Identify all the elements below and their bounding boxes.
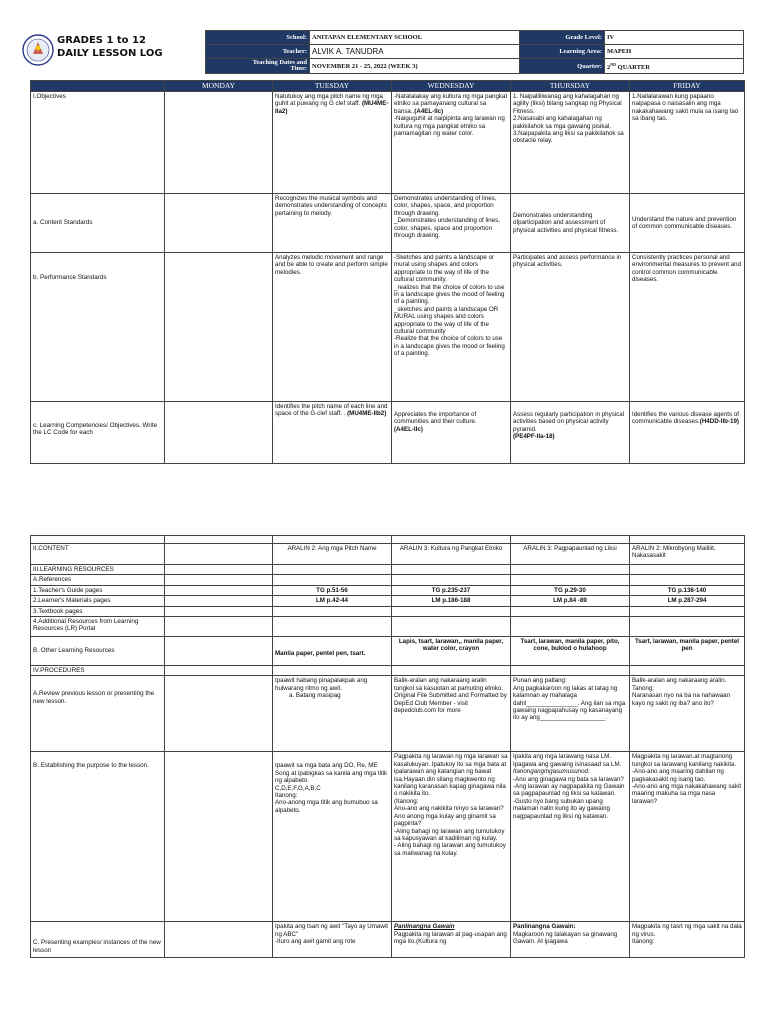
- teacher-label: Teacher:: [206, 45, 310, 59]
- objectives-wednesday-text-2: -Naiguguhit at naipipinta ang larawan ng kultura ng mga pangkat etniko sa pamamagitan ng water color.: [394, 115, 505, 138]
- purpose-monday: [165, 752, 273, 922]
- performance-standards-monday: [165, 253, 273, 402]
- teachers-guide-row: [31, 585, 745, 595]
- purpose-thursday-text-2: Itanongangmgasumusunod:: [513, 768, 590, 776]
- learners-materials-monday: [165, 596, 273, 606]
- content-label: II.CONTENT: [31, 544, 165, 565]
- title-line-1: GRADES 1 to 12: [57, 35, 146, 46]
- presenting-wednesday: [392, 922, 511, 958]
- content-standards-label: a. Content Standards: [31, 194, 165, 253]
- other-resources-label: B. Other Learning Resources: [31, 637, 165, 666]
- lesson-table-page-2: [30, 535, 745, 958]
- objectives-tuesday: [273, 92, 392, 194]
- day-header-row: [31, 81, 745, 92]
- content-standards-row: [31, 194, 745, 253]
- objectives-thursday: 1. Naipalliliwanag ang kahalagahan ng agility (liksi) bilang sangkap ng Physical Fitness. 2.Nasasabi ang kahalagahan ng pakikilahok sa mga gawaing pisikal. 3.Naipapakita ang liksi sa pakikilahok sa obstacle relay.: [511, 92, 630, 194]
- purpose-tuesday: Ipaawit sa mga bata ang DO, Re, ME Song at ipabigkas sa kanila ang mga titik ng alpabeto. C,D,E,F,G,A,B,C Itanong: Ano-anong mga titik ang bumubuo sa alpabeto.: [273, 752, 392, 922]
- header-info-table: [205, 30, 744, 74]
- day-tuesday: TUESDAY: [273, 81, 392, 92]
- presenting-friday: Magpakita ng tasrt ng mga sakit na dala ng virus. Itanong:: [630, 922, 745, 958]
- review-thursday: Punan ang patlang: Ang pagkakaroon ng lakas at tatag ng kalamnan ay mahalaga dahil_______________. Ang ilan sa mga gawaing nagpapahusay ng kasanayang ito ay ang___________________.: [511, 676, 630, 752]
- performance-standards-friday: Consistently practices personal and environmental measures to prevent and control common communicable diseases.: [630, 253, 745, 402]
- review-monday: [165, 676, 273, 752]
- review-tuesday: [273, 676, 392, 752]
- school-value: ANITAPAN ELEMENTARY SCHOOL: [310, 31, 520, 45]
- procedures-row: [31, 666, 745, 676]
- procedures-label: IV.PROCEDURES: [31, 666, 165, 676]
- learners-materials-tuesday: LM p.42-44: [273, 596, 392, 606]
- quarter-label: Quarter:: [520, 59, 605, 74]
- other-resources-thursday: Tsart, larawan, manila paper, pito, cone, buklod o hulahoop: [511, 637, 630, 666]
- objectives-row: [31, 92, 745, 194]
- competencies-monday: [165, 402, 273, 464]
- competencies-friday: [630, 402, 745, 464]
- purpose-wednesday: Pagpakita ng larawan ng mga larawan sa kasalukuyan. Ipatukoy ito sa mga bata at ipalarawan ang katangian ng bawat isa.Hayaan din silang magkwento ng kanilang karanasan kapag ginagawa nila o nakikita ito. (Itanong: Anu-ano ang nakikita ninyo sa larawan? Ano anong mga kulay ang ginamit sa pagpinta? -Aling bahagi ng larawan ang tumutukoy sa kapusyawan at kadiliman ng kulay. - Aling bahagi ng larawan ang tumutukoy sa maliwanag na kulay.: [392, 752, 511, 922]
- learners-materials-label: 2.Learner's Materials pages: [31, 596, 165, 606]
- content-friday: ARALIN 2: Mikrobyong Maliliit, Nakasasakit: [630, 544, 745, 565]
- textbook-row: [31, 606, 745, 616]
- dates-label: [206, 59, 310, 74]
- competencies-thursday: [511, 402, 630, 464]
- content-thursday: ARALIN 3: Pagpapaunlad ng Liksi: [511, 544, 630, 565]
- learners-materials-friday: LM p.287-294: [630, 596, 745, 606]
- objectives-label: I.Objectives: [31, 92, 165, 194]
- review-tuesday-item: a. Batang masipag: [289, 692, 341, 700]
- area-label: Learning Area:: [520, 45, 605, 59]
- competencies-friday-text: Identifies the various disease agents of communicable diseases.: [632, 411, 739, 426]
- quarter-number: 2: [607, 64, 611, 72]
- competencies-wednesday-code: (A4EL-IIc): [394, 425, 423, 433]
- blank-header-cell: [31, 81, 165, 92]
- presenting-wednesday-text: Pagpakita ng larawan at pag-usapan ang mga ito.(Kultura ng: [394, 930, 507, 946]
- competencies-thursday-code: (PE4PF-IIa-18): [513, 433, 555, 441]
- content-standards-tuesday: Recognizes the musical symbols and demonstrates understanding of concepts pertaining to melody.: [273, 194, 392, 253]
- review-friday: Balik-aralan ang nakaraang aralin. Tanong: Naranasan nyo na ba na nahawaan kayo ng sakit ng iba? ano ito?: [630, 676, 745, 752]
- dates-label-line-2: Time:: [290, 65, 307, 72]
- presenting-thursday-text: Magkaroon ng talakayan sa ginawang Gawain. At ipagawa: [513, 930, 618, 946]
- day-wednesday: WEDNESDAY: [392, 81, 511, 92]
- objectives-wednesday-text-1: -Natatalakay ang kultura ng mga pangkat etniko sa pamayanang cultural sa bansa..: [394, 93, 508, 115]
- review-row: [31, 676, 745, 752]
- teachers-guide-tuesday: TG p.51-56: [273, 585, 392, 595]
- content-standards-friday: Understand the nature and prevention of common communicable diseases.: [630, 194, 745, 253]
- objectives-friday: 1.Nailalarawan kung papaano naipapasa o naisasalin ang mga nakakahawang sakit mula sa isang tao sa ibang tao.: [630, 92, 745, 194]
- content-standards-wednesday: Demonstrates understanding of lines, color, shapes, space, and proportion through drawing. _Demonstrates understanding of lines, color, shapes, space and proportion through drawing.: [392, 194, 511, 253]
- competencies-wednesday-text: Appreciates the importance of communities and their culture.: [394, 411, 477, 426]
- review-tuesday-text: Ipaawit habang pinapalakpak ang hulwarang ritmo ng awit.: [275, 677, 368, 692]
- content-standards-thursday: Demonstrates understanding ofparticipation and assessment of physical activities and physical fitness.: [511, 194, 630, 253]
- other-resources-tuesday: Manila paper, pentel pen, tsart.: [273, 637, 392, 666]
- textbook-label: 3.Textbook pages: [31, 606, 165, 616]
- performance-standards-label: b. Performance Standards: [31, 253, 165, 402]
- other-resources-row: [31, 637, 745, 666]
- additional-resources-row: [31, 617, 745, 637]
- objectives-tuesday-text: Natutukoy ang mga pitch name ng mga guhit at puwang ng G clef staff.: [275, 93, 384, 108]
- objectives-wednesday-code: (A4EL-IIc): [414, 107, 444, 115]
- teachers-guide-thursday: TG p.29-30: [511, 585, 630, 595]
- references-row: [31, 575, 745, 585]
- day-thursday: THURSDAY: [511, 81, 630, 92]
- content-tuesday: ARALIN 2: Ang mga Pitch Name: [273, 544, 392, 565]
- objectives-monday: [165, 92, 273, 194]
- area-value: MAPEH: [605, 45, 744, 59]
- presenting-thursday: [511, 922, 630, 958]
- purpose-friday: Magpakita ng larawan.at magtanong tungkol sa larawang kanilang nakikita. -Ano-ano ang maaring dahilan ng pagkakasakit ng isang tao. -Ano-ano ang mga nakakahawang sakit maaring makuha sa mga nasa larawan?: [630, 752, 745, 922]
- learners-materials-thursday: LM p.84 -89: [511, 596, 630, 606]
- dates-label-line-1: Teaching Dates and: [252, 58, 307, 66]
- quarter-word: QUARTER: [616, 64, 650, 72]
- competencies-label: c. Learning Competencies/ Objectives. Write the LC Code for each: [31, 402, 165, 464]
- presenting-wednesday-heading: Panlinangna Gawain: [394, 923, 455, 931]
- lesson-table-page-1: [30, 80, 745, 464]
- content-monday: [165, 544, 273, 565]
- competencies-wednesday: [392, 402, 511, 464]
- learners-materials-wednesday: LM p.186-188: [392, 596, 511, 606]
- performance-standards-tuesday: Analyzes melodic movement and range and be able to create and perform simple melodies.: [273, 253, 392, 402]
- deped-seal-logo: [22, 30, 54, 70]
- purpose-thursday-text-1: Ipakita ang mga larawang nasa LM. Ipagawa ang gawaing isinasaad sa LM.: [513, 753, 622, 768]
- presenting-label: C. Presenting examples/ instances of the new lesson: [31, 922, 165, 958]
- quarter-ordinal: ND: [610, 61, 617, 67]
- learning-resources-label: III.LEARNING RESOURCES: [31, 565, 165, 575]
- objectives-wednesday: [392, 92, 511, 194]
- presenting-monday: [165, 922, 273, 958]
- competencies-friday-code: (H4DD-IIb-19): [699, 418, 739, 426]
- grade-value: IV: [605, 31, 744, 45]
- title-line-2: DAILY LESSON LOG: [57, 48, 163, 59]
- presenting-tuesday: Ipakita ang tsart ng awit "Tayo ay Umawit ng ABC" -Ituro ang awit gamit ang rote: [273, 922, 392, 958]
- competencies-tuesday-code: (MU4ME-IIb2): [347, 410, 387, 418]
- purpose-label: B. Establishing the purpose to the lesson.: [31, 752, 165, 922]
- review-label: A.Review previous lesson or presenting the new lesson.: [31, 676, 165, 752]
- teachers-guide-label: 1.Teacher's Guide pages: [31, 585, 165, 595]
- dates-value: NOVEMBER 21 - 25, 2022 (WEEK 3): [310, 59, 520, 74]
- competencies-thursday-text: Assess regularly participation in physical activities based on physical activity pyramid.: [513, 411, 625, 433]
- day-monday: MONDAY: [165, 81, 273, 92]
- additional-resources-label: 4.Additional Resources from Learning Resources (LR) Portal: [31, 617, 165, 637]
- performance-standards-thursday: Participates and assess performance in physical activities.: [511, 253, 630, 402]
- teacher-value: ALVIK A. TANUDRA: [310, 45, 520, 59]
- competencies-tuesday: [273, 402, 392, 464]
- objectives-tuesday-code: (MU4ME-IIa2): [275, 100, 389, 115]
- quarter-value: [605, 59, 744, 74]
- document-title: [57, 34, 163, 60]
- learning-resources-row: [31, 565, 745, 575]
- competencies-tuesday-text: Identifies the pitch name of each line and space of the G-clef staff. .: [275, 403, 388, 418]
- performance-standards-wednesday: -Sketches and paints a landscape or mural using shapes and colors appropriate to the way of life of the cultural community. _realizes that the choice of colors to use in a landscape gives the mood of feeling of a painting. _sketches and paints a landscape OR MURAL using shapes and colors appropriate to the way of life of the cultural community -Realize that the choice of colors to use in a landscape gives the mood or feeling of a painting.: [392, 253, 511, 402]
- content-wednesday: ARALIN 3: Kultura ng Pangkat Etniko: [392, 544, 511, 565]
- other-resources-wednesday: Lapis, tsart, larawan,, manila paper, water color, crayon: [392, 637, 511, 666]
- other-resources-friday: Tsart, larawan, manila paper, pentel pen: [630, 637, 745, 666]
- review-wednesday: Balik-aralan ang nakaraang aralin tungkol sa kasuotan at pamuting etniko. Original File Submitted and Formatted by DepEd Club Member - visit depedclub.com for more: [392, 676, 511, 752]
- teachers-guide-friday: TG p.138-140: [630, 585, 745, 595]
- school-label: School:: [206, 31, 310, 45]
- learners-materials-row: [31, 596, 745, 606]
- purpose-thursday-text-3: -Ano ang ginagawa ng bata sa larawan? -Ang larawan ay nagpapakita ng Gawain sa pagpapaunlad ng liksi sa katawan. -Gusto nyo bang subukan upang malaman natin kung ito ay gawaing nagpapaunlad ng liksi ng katawan.: [513, 775, 625, 820]
- performance-standards-row: [31, 253, 745, 402]
- content-standards-monday: [165, 194, 273, 253]
- presenting-thursday-heading: Panlinangna Gawain:: [513, 923, 576, 931]
- other-resources-monday: [165, 637, 273, 666]
- purpose-row: [31, 752, 745, 922]
- competencies-row: [31, 402, 745, 464]
- spacer-row: [31, 536, 745, 544]
- references-label: A.References: [31, 575, 165, 585]
- grade-label: Grade Level:: [520, 31, 605, 45]
- day-friday: FRIDAY: [630, 81, 745, 92]
- purpose-thursday: [511, 752, 630, 922]
- teachers-guide-monday: [165, 585, 273, 595]
- teachers-guide-wednesday: TG p.235-237: [392, 585, 511, 595]
- presenting-row: [31, 922, 745, 958]
- content-row: [31, 544, 745, 565]
